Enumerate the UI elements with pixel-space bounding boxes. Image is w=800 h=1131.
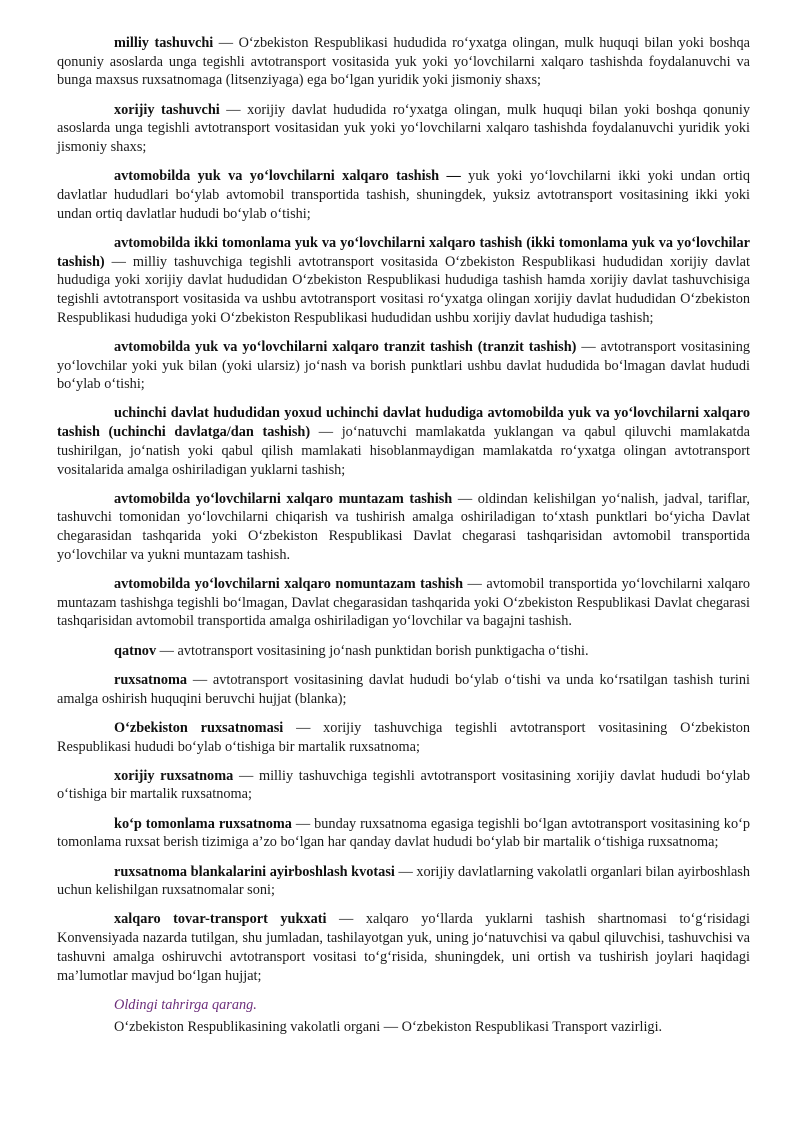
definition-ozbekiston-ruxsatnomasi bbox=[57, 719, 750, 756]
definition-text: — xalqaro yo‘llarda yuklarni tashish shartnomasi to‘g‘risidagi Konvensiyada nazarda tutilgan, shu jumladan, tashilayotgan yuk, uning jo‘natuvchisi va qabul qiluvchisi, tashuvchisi va tashuvni amalga oshiruvchi avtotransport vositasi to‘g‘risida, shuningdek, uni ortish va tushirish joylari haqidagi ma’lumotlar mavjud bo‘lgan hujjat; bbox=[57, 911, 750, 984]
definition-milliy-tashuvchi bbox=[57, 34, 750, 90]
definition-muntazam-tashish bbox=[57, 490, 750, 565]
definition-nomuntazam-tashish bbox=[57, 575, 750, 631]
definition-term: avtomobilda ikki tomonlama yuk va yo‘lovchilarni xalqaro tashish (ikki tomonlama yuk va yo‘lovchilar tashish) bbox=[57, 234, 750, 270]
definition-term: O‘zbekiston ruxsatnomasi bbox=[114, 719, 284, 736]
definition-text: — milliy tashuvchiga tegishli avtotransport vositasida O‘zbekiston Respublikasi hududidan xorijiy davlat hududiga yoki xorijiy davlat hududidan O‘zbekiston Respublikasi hududiga tashish hamda xorijiy davlat tashuvchisiga tegishli avtotransport vositasida va ushbu avtotransport vositasi ro‘yxatga olingan xorijiy davlat hududidan O‘zbekiston Respublikasi hududiga yoki O‘zbekiston Respublikasi hududidan ushbu xorijiy davlat hududiga tashish; bbox=[57, 253, 750, 326]
definition-text: — xorijiy tashuvchiga tegishli avtotransport vositasining O‘zbekiston Respublikasi hududi bo‘ylab o‘tishiga bir martalik ruxsatnoma; bbox=[57, 719, 750, 755]
definition-term: ruxsatnoma blankalarini ayirboshlash kvotasi bbox=[114, 863, 395, 880]
definition-xorijiy-ruxsatnoma bbox=[57, 767, 750, 804]
definition-term: xalqaro tovar-transport yukxati bbox=[114, 911, 327, 928]
previous-edition-link[interactable]: Oldingi tahrirga qarang. bbox=[114, 996, 257, 1013]
definition-text: — avtotransport vositasining davlat hududi bo‘ylab o‘tishi va unda ko‘rsatilgan tashish turini amalga oshirish huquqini beruvchi hujjat (blanka); bbox=[57, 671, 750, 707]
closing-statement: O‘zbekiston Respublikasining vakolatli organi — O‘zbekiston Respublikasi Transport vazirligi. bbox=[114, 1019, 663, 1036]
definition-text: — avtotransport vositasining yo‘lovchilar yoki yuk bilan (yoki ularsiz) jo‘nash va borish punktlari ushbu davlat hududida bo‘lmagan davlat hududi bo‘ylab o‘tishi; bbox=[57, 338, 750, 393]
definition-xalqaro-tashish bbox=[57, 167, 750, 223]
definition-term: avtomobilda yo‘lovchilarni xalqaro muntazam tashish bbox=[114, 490, 453, 507]
definition-term: avtomobilda yo‘lovchilarni xalqaro nomuntazam tashish bbox=[114, 576, 464, 593]
definition-text: — avtomobil transportida yo‘lovchilarni xalqaro muntazam tashishga tegishli bo‘lmagan, Davlat chegarasidan tashqarida yoki O‘zbekiston Respublikasi Davlat chegarasi tashqarisidan avtomobil transportida amalga oshiriladigan yo‘lovchilar va bagajni tashish. bbox=[57, 576, 750, 630]
definition-ikki-tomonlama-tashish bbox=[57, 234, 750, 328]
definition-ruxsatnoma bbox=[57, 671, 750, 708]
definition-ayirboshlash-kvotasi bbox=[57, 863, 750, 900]
definition-term: avtomobilda yuk va yo‘lovchilarni xalqaro tashish — bbox=[114, 168, 461, 185]
definition-term: milliy tashuvchi bbox=[114, 35, 214, 51]
definition-tranzit-tashish bbox=[57, 338, 750, 394]
definition-text: — jo‘natuvchi mamlakatda yuklangan va qabul qiluvchi mamlakatda tushirilgan, jo‘natish yoki qabul qilish mamlakati hisoblanmaydigan mamlakatda ro‘yxatga olingan avtotransport vositalarida amalga oshiriladigan yuklarni tashish; bbox=[57, 424, 750, 478]
definition-kop-tomonlama-ruxsatnoma bbox=[57, 815, 750, 852]
definition-text: — xorijiy davlat hududida ro‘yxatga olingan, mulk huquqi bilan yoki boshqa qonuniy asoslarda unga tegishli avtotransport vositasidan yuk yoki yo‘lovchilarni xalqaro tashishda foydalanuvchi yuridik yoki jismoniy shaxs; bbox=[57, 101, 750, 156]
definition-term: ko‘p tomonlama ruxsatnoma bbox=[114, 815, 292, 832]
definition-text: — bunday ruxsatnoma egasiga tegishli bo‘lgan avtotransport vositasining ko‘p tomonlama ruxsat berish tizimiga a’zo bo‘lgan har qanday davlat hududi bo‘ylab bir martalik o‘tishiga ruxsatnoma; bbox=[57, 815, 750, 851]
definition-term: avtomobilda yuk va yo‘lovchilarni xalqaro tranzit tashish (tranzit tashish) bbox=[114, 338, 577, 355]
definition-text: — O‘zbekiston Respublikasi hududida ro‘yxatga olingan, mulk huquqi bilan yoki boshqa qonuniy asoslarda unga tegishli avtotransport vositasida yuk yoki yo‘lovchilarni xalqaro tashishda foydalanuvchi va bunga maxsus ruxsatnomaga (litsenziyaga) ega bo‘lgan yuridik yoki jismoniy shaxs; bbox=[57, 35, 750, 89]
definition-term: xorijiy tashuvchi bbox=[114, 101, 220, 118]
definition-xorijiy-tashuvchi bbox=[57, 101, 750, 157]
definition-term: ruxsatnoma bbox=[114, 671, 188, 688]
definition-tovar-transport-yukxati bbox=[57, 910, 750, 985]
definition-text: — avtotransport vositasining jo‘nash punktidan borish punktigacha o‘tishi. bbox=[156, 642, 589, 659]
definition-text: — xorijiy davlatlarning vakolatli organlari bilan ayirboshlash uchun kelishilgan ruxsatnomalar soni; bbox=[57, 863, 751, 899]
definition-text: — milliy tashuvchiga tegishli avtotransport vositasining xorijiy davlat hududi bo‘ylab o‘tishiga bir martalik ruxsatnoma; bbox=[57, 767, 750, 803]
definition-text: — oldindan kelishilgan yo‘nalish, jadval, tariflar, tashuvchi tomonidan yo‘lovchilarni chiqarish va tushirish amalga oshiriladigan to‘xtash punktlari bo‘yicha Davlat chegarasidan tashqarida yoki O‘zbekiston Respublikasi Davlat chegarasi tashqarisidan avtomobil transportida yo‘lovchilar va yukni muntazam tashish. bbox=[57, 490, 750, 563]
definition-uchinchi-davlat-tashish bbox=[57, 404, 750, 479]
definition-term: qatnov bbox=[114, 642, 157, 659]
definition-qatnov bbox=[57, 642, 750, 661]
definition-term: xorijiy ruxsatnoma bbox=[114, 767, 234, 784]
definition-term: uchinchi davlat hududidan yoxud uchinchi davlat hududiga avtomobilda yuk va yo‘lovchilarni xalqaro tashish (uchinchi davlatga/dan tashish) bbox=[57, 405, 750, 441]
definition-text: yuk yoki yo‘lovchilarni ikki yoki undan ortiq davlatlar hududlari bo‘ylab avtomobil transportida tashish, shuningdek, yuksiz avtotransport vositasining ikki yoki undan ortiq davlatlar hududi bo‘ylab o‘tishi; bbox=[57, 168, 750, 222]
